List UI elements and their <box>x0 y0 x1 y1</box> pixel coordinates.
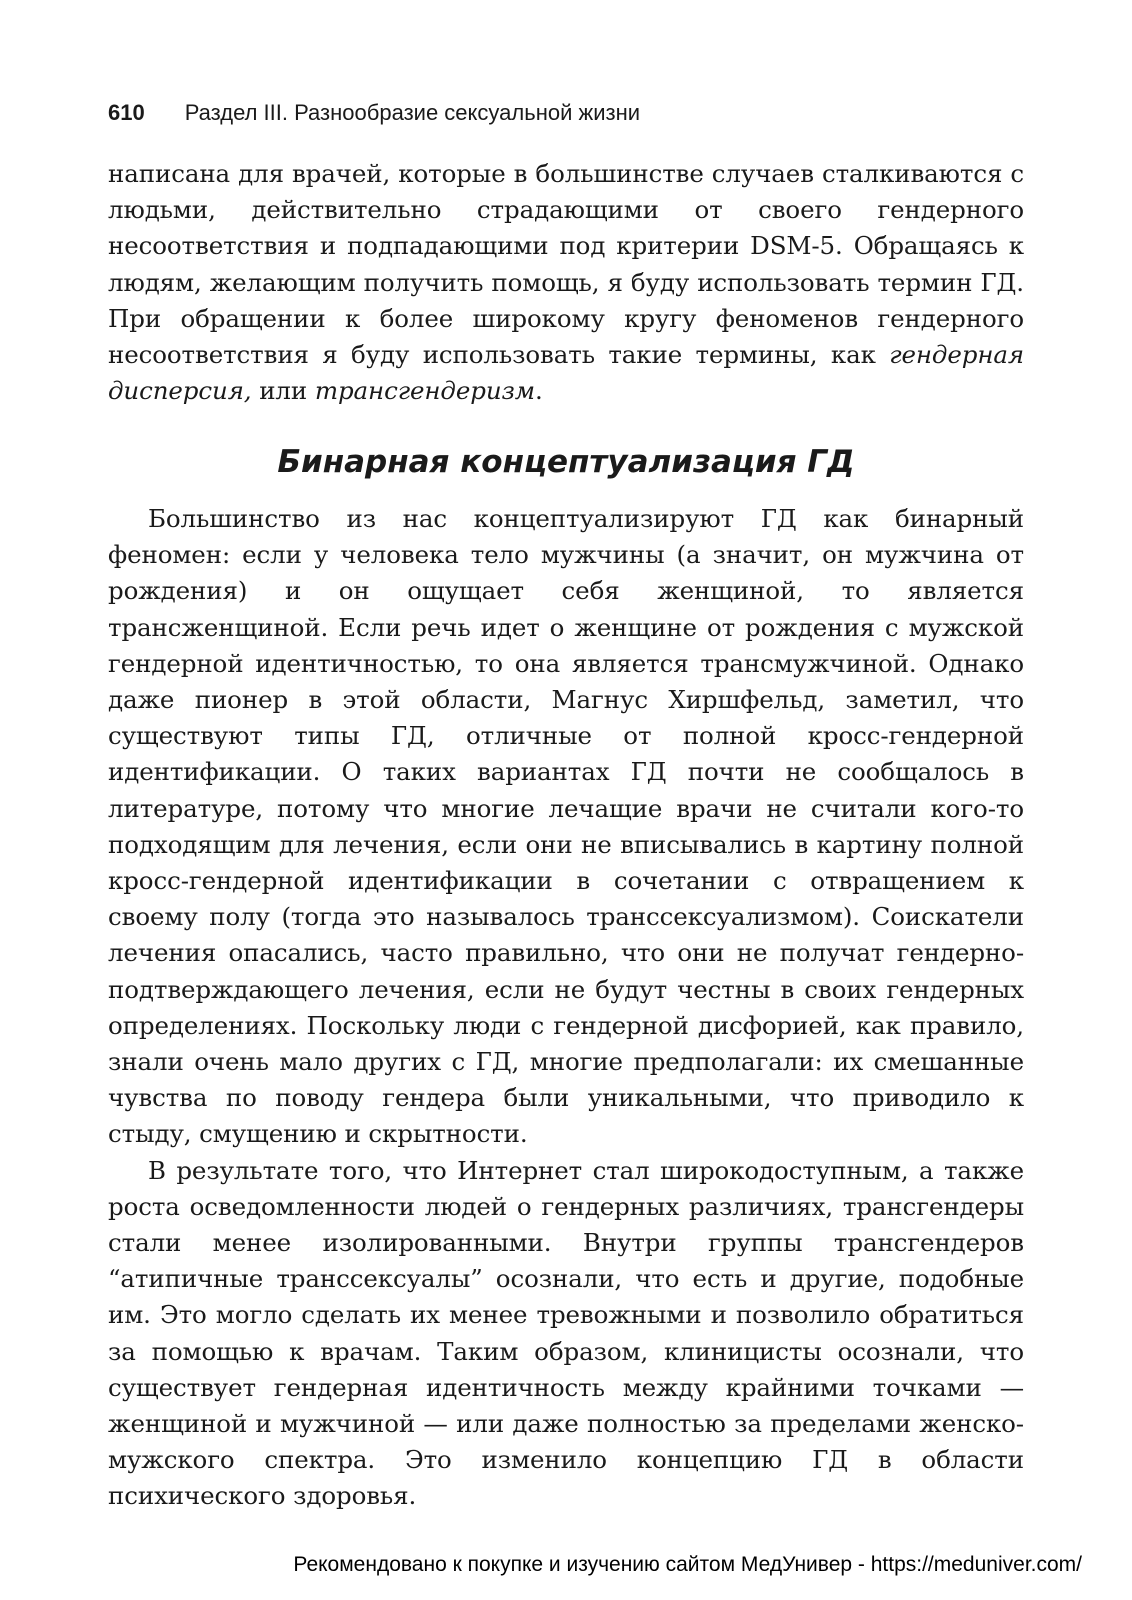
body-paragraph-1: Большинство из нас концептуализируют ГД как бинарный феномен: если у человека тело мужчины (а значит, он мужчина от рождения) и он ощущает себя женщиной, то является трансженщиной. Если речь идет о женщине от рождения с мужской гендерной идентичностью, то она является трансмужчиной. Однако даже пионер в этой области, Магнус Хиршфельд, заметил, что существуют типы ГД, отличные от полной кросс-гендерной идентификации. О таких вариантах ГД почти не сообщалось в литературе, потому что многие лечащие врачи не считали кого-то подходящим для лечения, если они не вписывались в картину полной кросс-гендерной идентификации в сочетании с отвращением к своему полу (тогда это называлось транссексуализмом). Соискатели лечения опасались, часто правильно, что они не получат гендерно-подтверждающего лечения, если не будут честны в своих гендерных определениях. Поскольку люди с гендерной дисфорией, как правило, знали очень мало других с ГД, многие предполагали: их смешанные чувства по поводу гендера были уникальными, что приводило к стыду, смущению и скрытности. <box>108 504 1024 1149</box>
section-heading: Бинарная концептуализация ГД <box>277 444 855 480</box>
page-number: 610 <box>108 100 145 125</box>
body-paragraph-2: В результате того, что Интернет стал широкодоступным, а также роста осведомленности людей о гендерных различиях, трансгендеры стали менее изолированными. Внутри группы трансгендеров “атипичные транссексуалы” осознали, что есть и другие, подобные им. Это могло сделать их менее тревожными и позволило обратиться за помощью к врачам. Таким образом, клиницисты осознали, что существует гендерная идентичность между крайними точками — женщиной и мужчиной — или даже полностью за пределами женско-мужского спектра. Это изменило концепцию ГД в области психического здоровья. <box>108 1155 1024 1511</box>
term-transgenderism: трансгендеризм <box>314 376 535 406</box>
running-title: Раздел III. Разнообразие сексуальной жизни <box>184 100 641 125</box>
intro-connector: или <box>251 376 315 406</box>
term-gender-dispersion: гендерная дисперсия, <box>108 340 1024 406</box>
intro-text: написана для врачей, которые в большинстве случаев сталкиваются с людьми, действительно страдающими от своего гендерного несоответствия и подпадающими под критерии DSM-5. Обращаясь к людям, желающим получить помощь, я буду использовать термин ГД. При обращении к более широкому кругу феноменов гендерного несоответствия я буду использовать такие термины, как <box>108 159 1024 370</box>
intro-paragraph <box>108 156 1024 409</box>
footer-watermark: Рекомендовано к покупке и изучению сайтом МедУнивер - https://meduniver.com/ <box>293 1553 1082 1576</box>
running-header <box>108 100 640 126</box>
intro-end: . <box>534 376 543 406</box>
section-body <box>108 501 1024 1515</box>
